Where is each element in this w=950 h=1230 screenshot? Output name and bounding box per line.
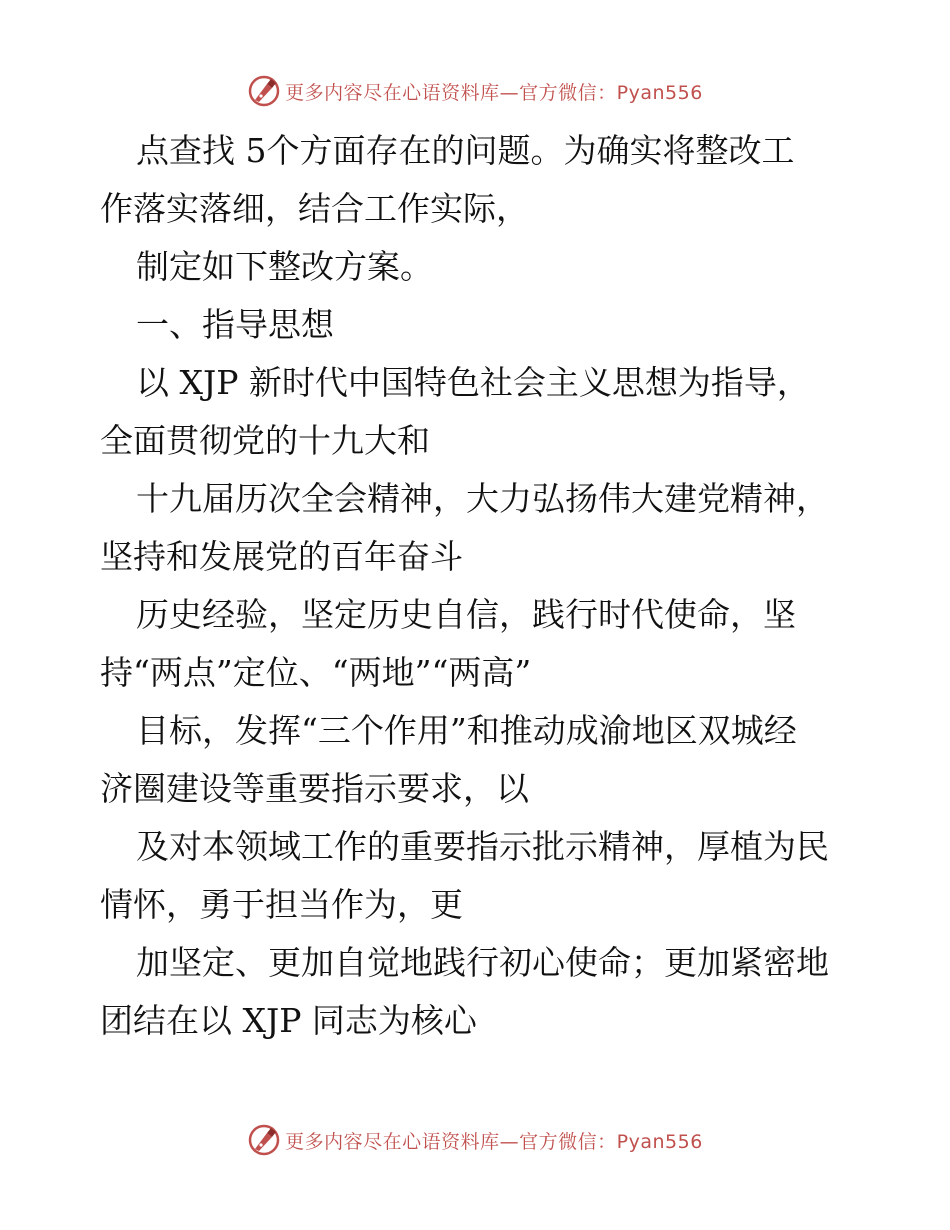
paragraph-line: 持“两点”定位、“两地”“两高”: [100, 653, 532, 692]
watermark-text: 更多内容尽在心语资料库—官方微信：Pyan556: [285, 1130, 703, 1153]
paragraph-line: 坚持和发展党的百年奋斗: [100, 537, 463, 576]
paragraph-line: 以 XJP 新时代中国特色社会主义思想为指导，: [136, 363, 810, 402]
paragraph-line: 全面贯彻党的十九大和: [100, 421, 430, 460]
paragraph-line: 作落实落细，结合工作实际，: [100, 189, 529, 228]
paragraph-line: 历史经验，坚定历史自信，践行时代使命，坚: [136, 595, 796, 634]
paragraph-line: 制定如下整改方案。: [136, 247, 433, 286]
pen-nib-circle-icon: [247, 1123, 281, 1157]
footer-watermark-banner: [0, 1120, 950, 1160]
paragraph-line: 及对本领域工作的重要指示批示精神，厚植为民: [136, 827, 829, 866]
header-watermark-banner: [0, 71, 950, 111]
section-heading: 一、指导思想: [136, 305, 334, 344]
watermark-text: 更多内容尽在心语资料库—官方微信：Pyan556: [285, 81, 703, 104]
paragraph-line: 济圈建设等重要指示要求，以: [100, 769, 529, 808]
document-body: [100, 122, 860, 1050]
paragraph-line: 十九届历次全会精神，大力弘扬伟大建党精神，: [136, 479, 829, 518]
pen-nib-circle-icon: [247, 74, 281, 108]
paragraph-line: 目标，发挥“三个作用”和推动成渝地区双城经: [136, 711, 797, 750]
paragraph-line: 加坚定、更加自觉地践行初心使命；更加紧密地: [136, 943, 829, 982]
paragraph-line: 情怀，勇于担当作为，更: [100, 885, 463, 924]
paragraph-line: 团结在以 XJP 同志为核心: [100, 1001, 477, 1040]
paragraph-line: 点查找 5个方面存在的问题。为确实将整改工: [136, 131, 795, 170]
